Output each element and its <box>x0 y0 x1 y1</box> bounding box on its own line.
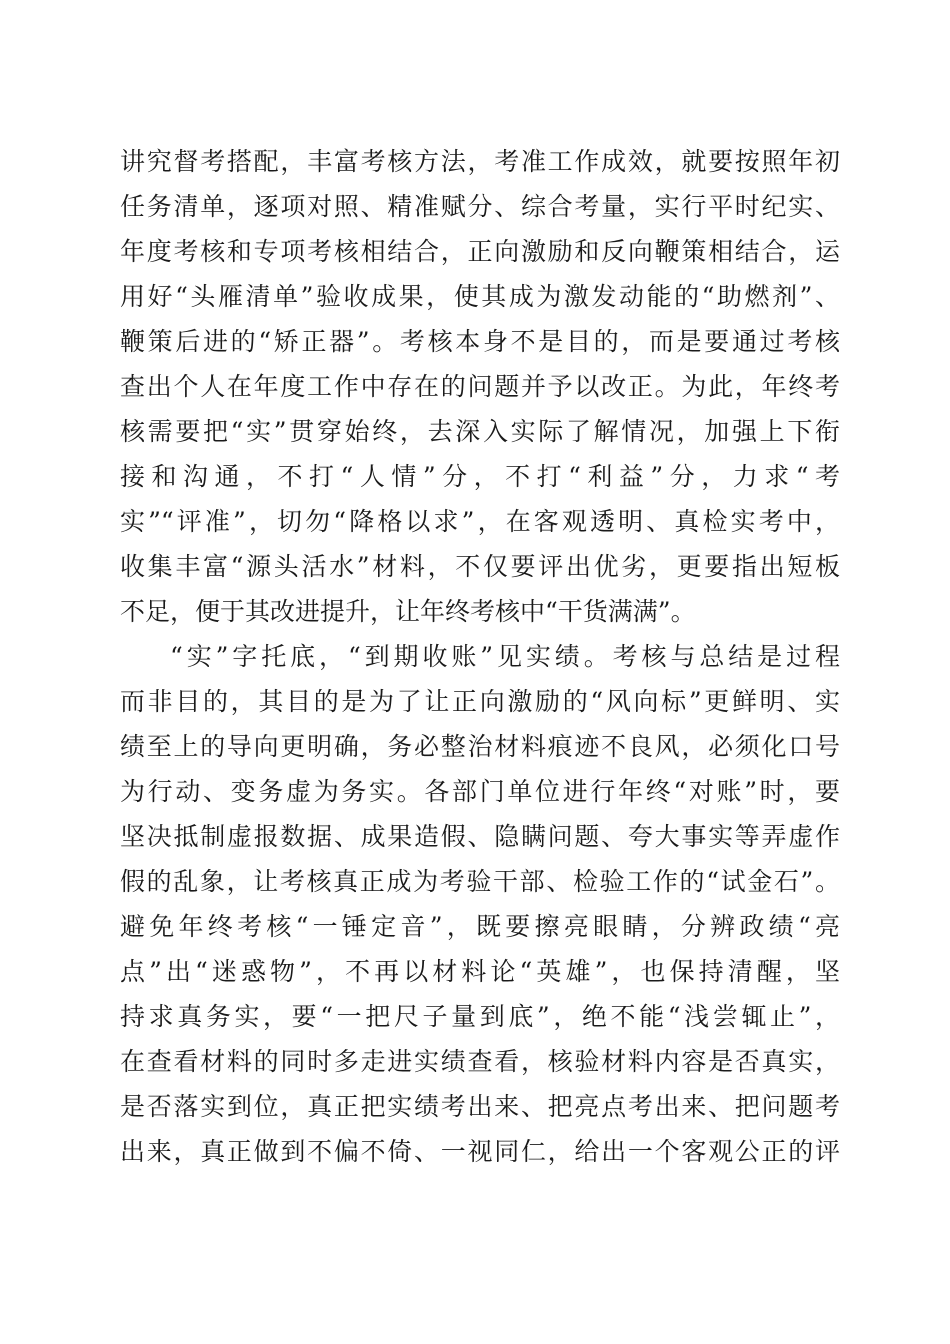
body-text <box>120 139 840 1174</box>
text-line: 讲究督考搭配，丰富考核方法，考准工作成效，就要按照年初 <box>120 147 840 176</box>
text-line: 核需要把“实”贯穿始终，去深入实际了解情况，加强上下衔 <box>120 417 840 446</box>
text-line: 收集丰富“源头活水”材料，不仅要评出优劣，更要指出短板 <box>120 552 840 581</box>
text-line: 用好“头雁清单”验收成果，使其成为激发动能的“助燃剂”、 <box>120 282 840 311</box>
text-line: 年度考核和专项考核相结合，正向激励和反向鞭策相结合，运 <box>120 237 840 266</box>
text-line: 避免年终考核“一锤定音”，既要擦亮眼睛，分辨政绩“亮 <box>120 912 840 941</box>
text-line: 查出个人在年度工作中存在的问题并予以改正。为此，年终考 <box>120 372 840 401</box>
text-line: 接和沟通，不打“人情”分，不打“利益”分，力求“考 <box>120 462 840 491</box>
text-line: 而非目的，其目的是为了让正向激励的“风向标”更鲜明、实 <box>120 687 840 716</box>
text-line: 鞭策后进的“矫正器”。考核本身不是目的，而是要通过考核 <box>120 327 840 356</box>
text-line: 不足，便于其改进提升，让年终考核中“干货满满”。 <box>120 597 696 626</box>
text-line: 假的乱象，让考核真正成为考验干部、检验工作的“试金石”。 <box>120 867 840 896</box>
text-line: 坚决抵制虚报数据、成果造假、隐瞒问题、夸大事实等弄虚作 <box>120 822 840 851</box>
text-line: 持求真务实，要“一把尺子量到底”，绝不能“浅尝辄止”， <box>120 1002 840 1031</box>
text-line: 出来，真正做到不偏不倚、一视同仁，给出一个客观公正的评 <box>120 1137 840 1166</box>
text-line: “实”字托底，“到期收账”见实绩。考核与总结是过程 <box>170 642 840 671</box>
text-line: 点”出“迷惑物”，不再以材料论“英雄”，也保持清醒，坚 <box>120 957 840 986</box>
text-line: 任务清单，逐项对照、精准赋分、综合考量，实行平时纪实、 <box>120 192 840 221</box>
text-line: 在查看材料的同时多走进实绩查看，核验材料内容是否真实， <box>120 1047 840 1076</box>
text-line: 实”“评准”，切勿“降格以求”，在客观透明、真检实考中， <box>120 507 840 536</box>
text-line: 是否落实到位，真正把实绩考出来、把亮点考出来、把问题考 <box>120 1092 840 1121</box>
text-line: 绩至上的导向更明确，务必整治材料痕迹不良风，必须化口号 <box>120 732 840 761</box>
text-line: 为行动、变务虚为务实。各部门单位进行年终“对账”时，要 <box>120 777 840 806</box>
